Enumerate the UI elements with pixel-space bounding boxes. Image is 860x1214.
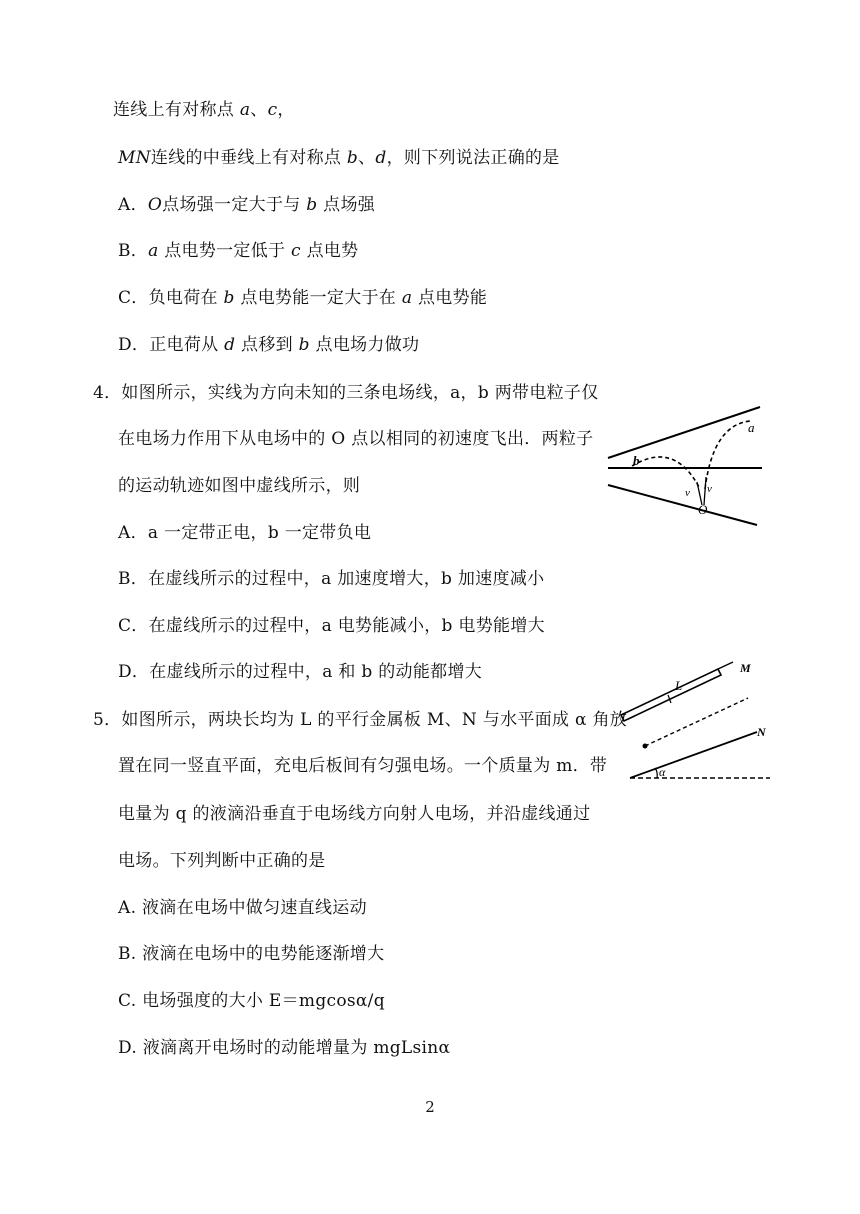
q4-stem-line-2: 在电场力作用下从电场中的 O 点以相同的初速度飞出．两粒子 bbox=[118, 429, 594, 449]
q4-option-a: A．a 一定带正电，b 一定带负电 bbox=[118, 523, 372, 543]
q5-option-c: C. 电场强度的大小 E＝mgcosα/q bbox=[118, 991, 385, 1011]
droplet bbox=[643, 744, 648, 749]
q4-option-c: C．在虚线所示的过程中，a 电势能减小，b 电势能增大 bbox=[118, 616, 545, 636]
label-v-right: v bbox=[707, 483, 712, 495]
trajectory-b bbox=[632, 457, 700, 489]
q3-option-a: A．O点场强一定大于与 b 点场强 bbox=[118, 195, 376, 215]
q3-line-2: MN连线的中垂线上有对称点 b、d，则下列说法正确的是 bbox=[118, 148, 560, 168]
q5-stem-line-4: 电场。下列判断中正确的是 bbox=[118, 851, 326, 871]
label-n: N bbox=[757, 725, 766, 739]
q5-stem-line-1: 5．如图所示，两块长均为 L 的平行金属板 M、N 与水平面成 α 角放 bbox=[93, 710, 628, 730]
velocity-arrow-right bbox=[704, 477, 706, 505]
label-o: O bbox=[698, 502, 708, 517]
q5-stem-line-3: 电量为 q 的液滴沿垂直于电场线方向射人电场，并沿虚线通过 bbox=[118, 804, 591, 824]
page-number: 2 bbox=[425, 1098, 435, 1116]
q4-option-b: B．在虚线所示的过程中，a 加速度增大，b 加速度减小 bbox=[118, 569, 545, 589]
label-b: b bbox=[633, 453, 640, 468]
q3-line-1: 连线上有对称点 a、c， bbox=[113, 100, 295, 120]
q5-option-d: D. 液滴离开电场时的动能增量为 mgLsinα bbox=[118, 1038, 451, 1058]
field-line-top bbox=[608, 407, 760, 458]
label-m: M bbox=[740, 661, 751, 675]
q4-stem-line-1: 4．如图所示，实线为方向未知的三条电场线，a，b 两带电粒子仅 bbox=[93, 383, 599, 403]
q4-option-d: D．在虚线所示的过程中，a 和 b 的动能都增大 bbox=[118, 662, 483, 682]
trajectory-a bbox=[705, 421, 750, 489]
q5-parallel-plates-figure bbox=[615, 660, 775, 785]
field-line-bottom bbox=[608, 485, 757, 525]
angle-arc bbox=[655, 768, 657, 778]
q5-option-b: B. 液滴在电场中的电势能逐渐增大 bbox=[118, 944, 385, 964]
q3-option-c: C．负电荷在 b 点电势能一定大于在 a 点电势能 bbox=[118, 288, 488, 308]
q4-field-line-figure bbox=[605, 385, 765, 535]
plate-n bbox=[630, 732, 757, 778]
label-l: L bbox=[675, 678, 683, 693]
q3-option-d: D．正电荷从 d 点移到 b 点电场力做功 bbox=[118, 335, 420, 355]
label-alpha: α bbox=[659, 765, 666, 779]
q3-option-b: B．a 点电势一定低于 c 点电势 bbox=[118, 241, 359, 261]
label-v-left: v bbox=[685, 487, 690, 499]
q5-stem-line-2: 置在同一竖直平面，充电后板间有匀强电场。一个质量为 m．带 bbox=[118, 756, 608, 776]
plate-m-lead bbox=[718, 662, 733, 669]
q5-option-a: A. 液滴在电场中做匀速直线运动 bbox=[118, 898, 367, 918]
label-a: a bbox=[748, 420, 755, 435]
plate-m bbox=[621, 669, 721, 721]
droplet-path bbox=[645, 698, 748, 746]
q4-stem-line-3: 的运动轨迹如图中虚线所示，则 bbox=[118, 476, 361, 496]
